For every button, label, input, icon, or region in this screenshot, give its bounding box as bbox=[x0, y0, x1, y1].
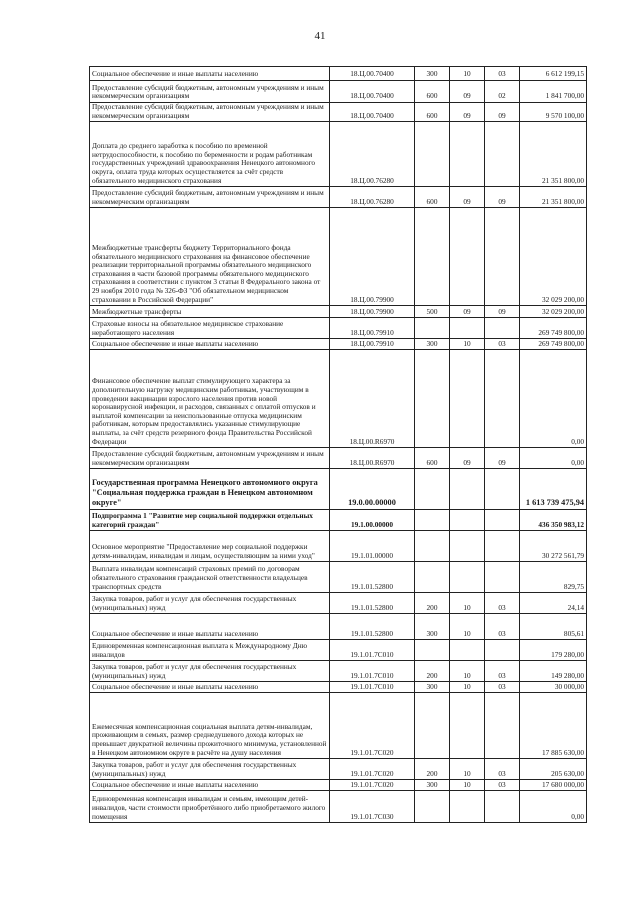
row-amount: 436 350 983,12 bbox=[520, 510, 587, 531]
row-name: Предоставление субсидий бюджетным, автономным учреждениям и иным некоммерческим организациям bbox=[90, 187, 330, 208]
row-section bbox=[450, 510, 485, 531]
row-expense-type bbox=[415, 640, 450, 661]
row-name: Предоставление субсидий бюджетным, автономным учреждениям и иным некоммерческим организациям bbox=[90, 448, 330, 469]
row-section bbox=[450, 791, 485, 823]
row-expense-type bbox=[415, 469, 450, 510]
row-code: 19.1.01.52800 bbox=[330, 614, 415, 640]
row-name: Государственная программа Ненецкого автономного округа "Социальная поддержка граждан в Ненецком автономном округе" bbox=[90, 469, 330, 510]
row-name: Социальное обеспечение и иные выплаты населению bbox=[90, 780, 330, 791]
row-code: 19.1.01.7С010 bbox=[330, 682, 415, 693]
row-code: 19.1.01.7С030 bbox=[330, 791, 415, 823]
row-expense-type bbox=[415, 510, 450, 531]
table-row bbox=[90, 187, 587, 208]
table-row bbox=[90, 67, 587, 81]
row-code: 19.1.01.7С010 bbox=[330, 640, 415, 661]
row-section: 09 bbox=[450, 103, 485, 122]
row-amount: 269 749 800,00 bbox=[520, 339, 587, 350]
row-expense-type: 200 bbox=[415, 593, 450, 614]
row-subsection: 09 bbox=[485, 187, 520, 208]
row-expense-type: 600 bbox=[415, 103, 450, 122]
row-section bbox=[450, 350, 485, 448]
row-expense-type: 300 bbox=[415, 614, 450, 640]
row-subsection: 02 bbox=[485, 81, 520, 103]
row-name: Межбюджетные трансферты бюджету Территориального фонда обязательного медицинского страхования на финансовое обеспечение реализации территориальной программы обязательного медицинского страхования в части базовой программы обязательного медицинского страхования в соответствии с пунктом 3 статьи 8 Федерального закона от 29 ноября 2010 года № 326-ФЗ "Об обязательном медицинском страховании в Российской Федерации" bbox=[90, 208, 330, 306]
table-row bbox=[90, 306, 587, 318]
row-section: 09 bbox=[450, 187, 485, 208]
row-name: Социальное обеспечение и иные выплаты населению bbox=[90, 67, 330, 81]
row-amount: 149 280,00 bbox=[520, 661, 587, 682]
row-section bbox=[450, 318, 485, 339]
row-code: 19.1.01.7С020 bbox=[330, 759, 415, 780]
row-name: Закупка товаров, работ и услуг для обеспечения государственных (муниципальных) нужд bbox=[90, 593, 330, 614]
row-subsection bbox=[485, 208, 520, 306]
row-subsection: 03 bbox=[485, 661, 520, 682]
row-expense-type: 600 bbox=[415, 81, 450, 103]
row-amount: 179 280,00 bbox=[520, 640, 587, 661]
table-row bbox=[90, 640, 587, 661]
table-row bbox=[90, 103, 587, 122]
row-code: 18.Ц.00.70400 bbox=[330, 67, 415, 81]
row-amount: 0,00 bbox=[520, 791, 587, 823]
row-subsection bbox=[485, 791, 520, 823]
table-row bbox=[90, 510, 587, 531]
row-code: 18.Ц.00.79910 bbox=[330, 318, 415, 339]
row-expense-type: 600 bbox=[415, 448, 450, 469]
row-subsection bbox=[485, 510, 520, 531]
row-subsection bbox=[485, 318, 520, 339]
row-amount: 30 272 561,79 bbox=[520, 531, 587, 562]
table-row bbox=[90, 339, 587, 350]
row-code: 19.1.01.7С020 bbox=[330, 780, 415, 791]
row-subsection: 03 bbox=[485, 339, 520, 350]
row-subsection bbox=[485, 562, 520, 593]
row-expense-type bbox=[415, 318, 450, 339]
table-row bbox=[90, 562, 587, 593]
table-row bbox=[90, 448, 587, 469]
row-expense-type bbox=[415, 791, 450, 823]
row-expense-type bbox=[415, 531, 450, 562]
row-code: 19.1.01.52800 bbox=[330, 593, 415, 614]
table-row bbox=[90, 208, 587, 306]
row-name: Социальное обеспечение и иные выплаты населению bbox=[90, 614, 330, 640]
row-amount: 829,75 bbox=[520, 562, 587, 593]
row-expense-type bbox=[415, 693, 450, 759]
row-expense-type: 600 bbox=[415, 187, 450, 208]
row-name: Финансовое обеспечение выплат стимулирующего характера за дополнительную нагрузку медицинским работникам, участвующим в проведении вакцинации взрослого населения против новой коронавирусной инфекции, и расходов, связанных с оплатой отпусков и выплатой компенсации за неиспользованные отпуска медицинским работникам, которым предоставлялись указанные стимулирующие выплаты, за счёт средств резервного фонда Правительства Российской Федерации bbox=[90, 350, 330, 448]
row-name: Межбюджетные трансферты bbox=[90, 306, 330, 318]
row-expense-type: 300 bbox=[415, 682, 450, 693]
row-expense-type bbox=[415, 208, 450, 306]
row-subsection bbox=[485, 531, 520, 562]
row-subsection: 03 bbox=[485, 593, 520, 614]
row-amount: 205 630,00 bbox=[520, 759, 587, 780]
row-section bbox=[450, 469, 485, 510]
row-section: 09 bbox=[450, 306, 485, 318]
row-name: Единовременная компенсация инвалидам и семьям, имеющим детей-инвалидов, части стоимости приобретённого либо приобретаемого жилого помещения bbox=[90, 791, 330, 823]
row-expense-type: 300 bbox=[415, 67, 450, 81]
row-section: 09 bbox=[450, 448, 485, 469]
row-expense-type bbox=[415, 562, 450, 593]
row-subsection bbox=[485, 350, 520, 448]
page-number: 41 bbox=[314, 30, 326, 42]
row-name: Выплата инвалидам компенсаций страховых премий по договорам обязательного страхования гражданской ответственности владельцев транспортных средств bbox=[90, 562, 330, 593]
table-row bbox=[90, 531, 587, 562]
row-section bbox=[450, 208, 485, 306]
table-row bbox=[90, 682, 587, 693]
row-name: Предоставление субсидий бюджетным, автономным учреждениям и иным некоммерческим организациям bbox=[90, 81, 330, 103]
row-subsection: 09 bbox=[485, 306, 520, 318]
row-name: Закупка товаров, работ и услуг для обеспечения государственных (муниципальных) нужд bbox=[90, 759, 330, 780]
row-expense-type: 500 bbox=[415, 306, 450, 318]
row-amount: 1 841 700,00 bbox=[520, 81, 587, 103]
table-row bbox=[90, 350, 587, 448]
row-amount: 1 613 739 475,94 bbox=[520, 469, 587, 510]
budget-table-body bbox=[90, 67, 587, 823]
row-amount: 0,00 bbox=[520, 350, 587, 448]
row-amount: 0,00 bbox=[520, 448, 587, 469]
row-name: Закупка товаров, работ и услуг для обеспечения государственных (муниципальных) нужд bbox=[90, 661, 330, 682]
row-name: Основное мероприятие "Предоставление мер социальной поддержки детям-инвалидам, инвалидам и лицам, осуществляющим за ними уход" bbox=[90, 531, 330, 562]
row-subsection: 09 bbox=[485, 103, 520, 122]
row-subsection: 03 bbox=[485, 67, 520, 81]
row-code: 18.Ц.00.79900 bbox=[330, 306, 415, 318]
row-code: 18.Ц.00.76280 bbox=[330, 122, 415, 187]
row-section: 10 bbox=[450, 661, 485, 682]
row-name: Ежемесячная компенсационная социальная выплата детям-инвалидам, проживающим в семьях, размер среднедушевого дохода которых не превышает двукратной величины прожиточного минимума, установленной в Ненецком автономном округе в расчёте на душу населения bbox=[90, 693, 330, 759]
row-subsection bbox=[485, 122, 520, 187]
row-subsection: 03 bbox=[485, 780, 520, 791]
row-amount: 32 029 200,00 bbox=[520, 208, 587, 306]
row-amount: 9 570 100,00 bbox=[520, 103, 587, 122]
row-section bbox=[450, 531, 485, 562]
table-row bbox=[90, 661, 587, 682]
row-amount: 24,14 bbox=[520, 593, 587, 614]
row-expense-type bbox=[415, 122, 450, 187]
row-amount: 17 885 630,00 bbox=[520, 693, 587, 759]
row-amount: 21 351 800,00 bbox=[520, 187, 587, 208]
row-code: 19.1.01.52800 bbox=[330, 562, 415, 593]
row-name: Доплата до среднего заработка к пособию по временной нетрудоспособности, к пособию по беременности и родам работникам государственных учреждений здравоохранения Ненецкого автономного округа, оплата труда которых осуществляется за счёт средств обязательного медицинского страхования bbox=[90, 122, 330, 187]
row-amount: 17 680 000,00 bbox=[520, 780, 587, 791]
row-code: 19.1.01.00000 bbox=[330, 531, 415, 562]
budget-table bbox=[89, 66, 587, 823]
row-amount: 6 612 199,15 bbox=[520, 67, 587, 81]
row-section: 09 bbox=[450, 81, 485, 103]
row-name: Социальное обеспечение и иные выплаты населению bbox=[90, 682, 330, 693]
row-name: Предоставление субсидий бюджетным, автономным учреждениям и иным некоммерческим организациям bbox=[90, 103, 330, 122]
table-row bbox=[90, 614, 587, 640]
row-name: Единовременная компенсационная выплата к Международному Дню инвалидов bbox=[90, 640, 330, 661]
row-section: 10 bbox=[450, 759, 485, 780]
row-code: 19.0.00.00000 bbox=[330, 469, 415, 510]
row-code: 18.Ц.00.79910 bbox=[330, 339, 415, 350]
row-name: Подпрограмма 1 "Развитие мер социальной поддержки отдельных категорий граждан" bbox=[90, 510, 330, 531]
table-row bbox=[90, 759, 587, 780]
row-amount: 269 749 800,00 bbox=[520, 318, 587, 339]
row-subsection: 03 bbox=[485, 614, 520, 640]
row-section: 10 bbox=[450, 593, 485, 614]
row-section: 10 bbox=[450, 682, 485, 693]
table-row bbox=[90, 780, 587, 791]
row-amount: 805,61 bbox=[520, 614, 587, 640]
table-row bbox=[90, 791, 587, 823]
row-name: Социальное обеспечение и иные выплаты населению bbox=[90, 339, 330, 350]
row-code: 18.Ц.00.76280 bbox=[330, 187, 415, 208]
row-section bbox=[450, 122, 485, 187]
row-section: 10 bbox=[450, 780, 485, 791]
table-row bbox=[90, 693, 587, 759]
row-expense-type: 300 bbox=[415, 339, 450, 350]
row-amount: 21 351 800,00 bbox=[520, 122, 587, 187]
table-row bbox=[90, 469, 587, 510]
table-row bbox=[90, 593, 587, 614]
row-expense-type: 300 bbox=[415, 780, 450, 791]
row-code: 19.1.01.7С020 bbox=[330, 693, 415, 759]
table-row bbox=[90, 318, 587, 339]
row-amount: 30 000,00 bbox=[520, 682, 587, 693]
row-section bbox=[450, 562, 485, 593]
row-expense-type bbox=[415, 350, 450, 448]
table-row bbox=[90, 122, 587, 187]
row-subsection bbox=[485, 693, 520, 759]
row-code: 19.1.01.7С010 bbox=[330, 661, 415, 682]
row-subsection bbox=[485, 640, 520, 661]
row-code: 19.1.00.00000 bbox=[330, 510, 415, 531]
row-subsection: 09 bbox=[485, 448, 520, 469]
row-code: 18.Ц.00.79900 bbox=[330, 208, 415, 306]
row-section: 10 bbox=[450, 614, 485, 640]
row-subsection: 03 bbox=[485, 682, 520, 693]
row-section: 10 bbox=[450, 339, 485, 350]
row-expense-type: 200 bbox=[415, 759, 450, 780]
row-subsection bbox=[485, 469, 520, 510]
row-code: 18.Ц.00.70400 bbox=[330, 103, 415, 122]
row-amount: 32 029 200,00 bbox=[520, 306, 587, 318]
table-row bbox=[90, 81, 587, 103]
row-code: 18.Ц.00.R6970 bbox=[330, 448, 415, 469]
row-name: Страховые взносы на обязательное медицинское страхование неработающего населения bbox=[90, 318, 330, 339]
row-subsection: 03 bbox=[485, 759, 520, 780]
row-code: 18.Ц.00.R6970 bbox=[330, 350, 415, 448]
row-section bbox=[450, 640, 485, 661]
row-expense-type: 200 bbox=[415, 661, 450, 682]
row-section: 10 bbox=[450, 67, 485, 81]
row-section bbox=[450, 693, 485, 759]
row-code: 18.Ц.00.70400 bbox=[330, 81, 415, 103]
